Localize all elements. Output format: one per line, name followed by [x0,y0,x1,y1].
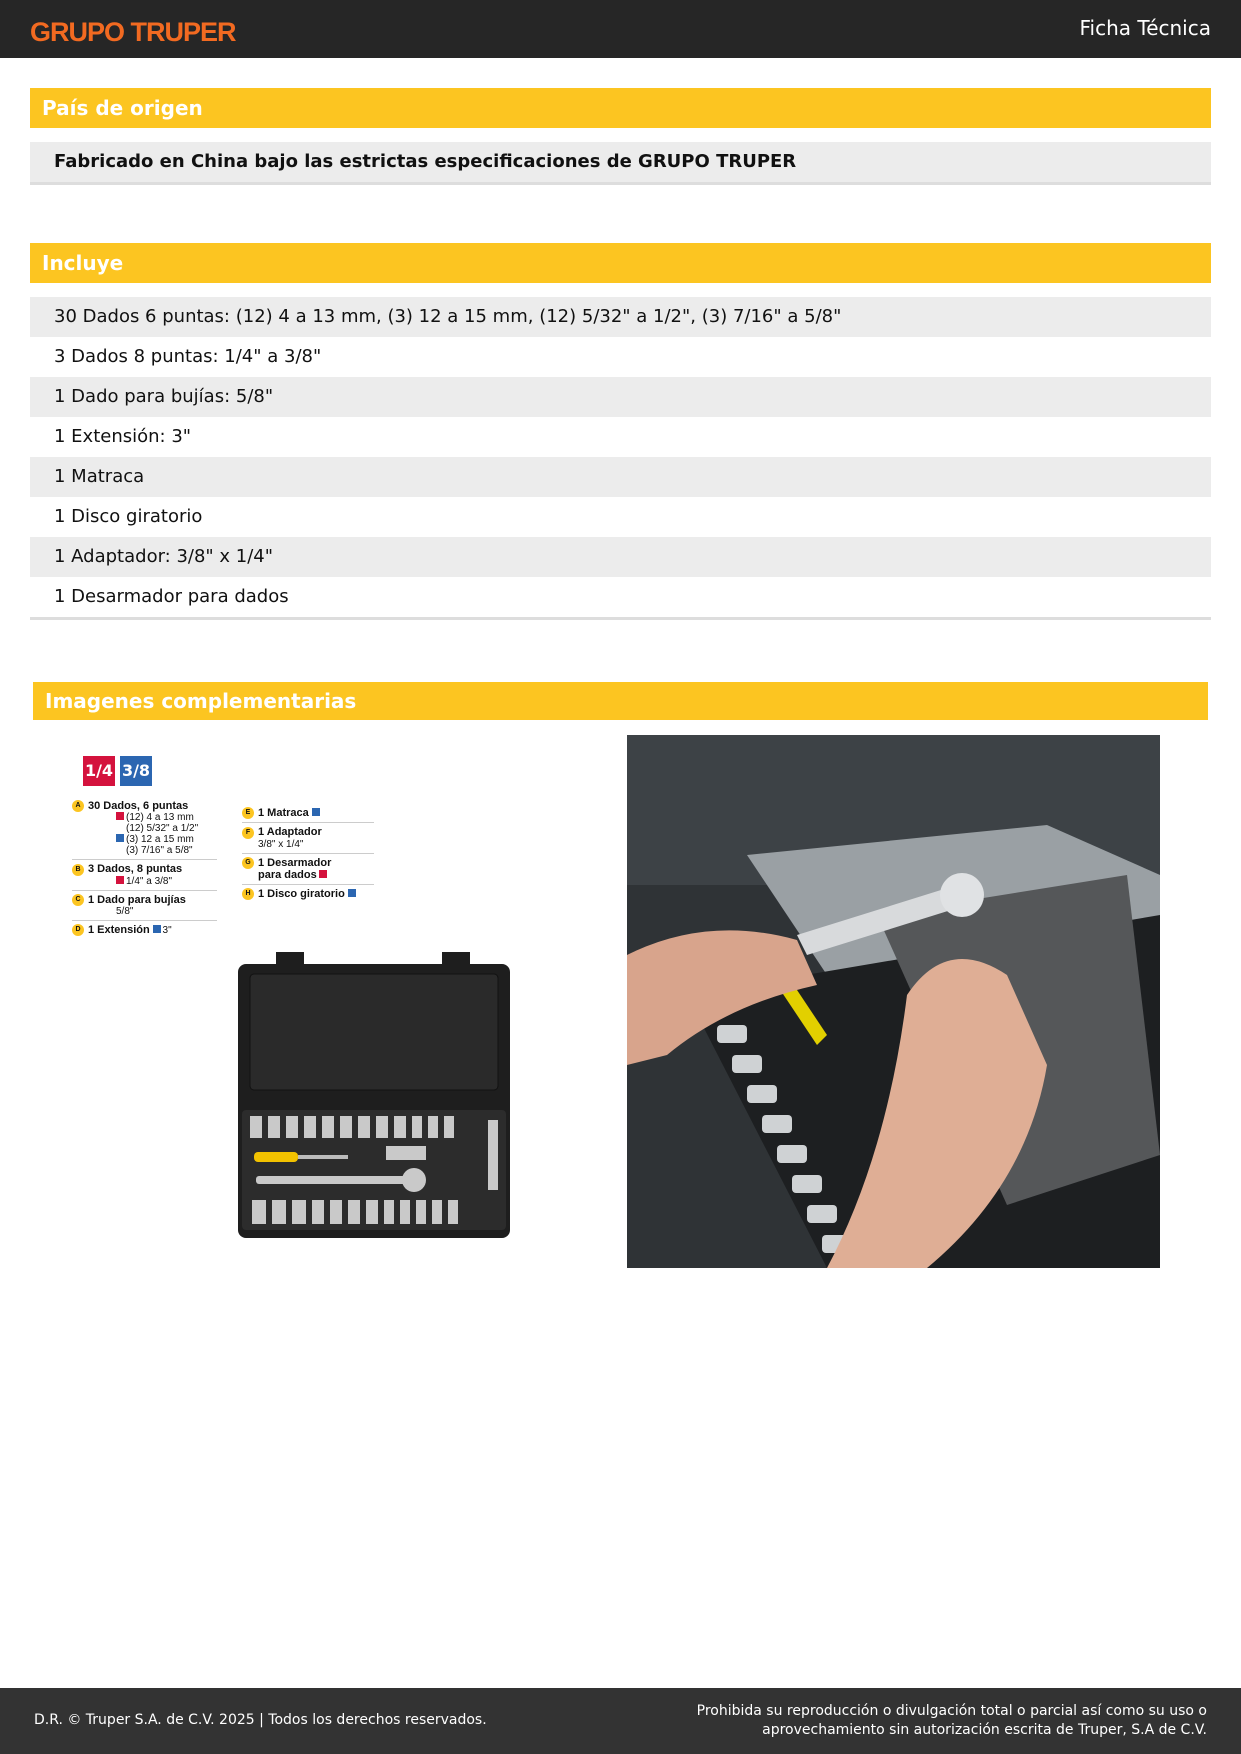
list-item: 1 Desarmador para dados [54,586,289,607]
socket-case-illustration [236,950,512,1240]
list-item: 1 Adaptador: 3/8" x 1/4" [30,537,1211,577]
legal-notice-line: Prohibida su reproducción o divulgación total o parcial así como su uso o [696,1703,1207,1719]
header [0,0,1241,58]
document-title: Ficha Técnica [1079,16,1211,40]
legal-notice [697,1702,1207,1740]
list-item: 1 Matraca [30,457,1211,497]
divider [30,182,1211,185]
copyright-text: D.R. © Truper S.A. de C.V. 2025 | Todos los derechos reservados. [34,1712,487,1728]
list-item: 3 Dados 8 puntas: 1/4" a 3/8" [54,346,322,367]
section-origin-heading: País de origen [30,88,1211,128]
divider [30,617,1211,620]
list-item: 1 Disco giratorio [54,506,203,527]
drive-1-4-badge: 1/4 [83,756,115,786]
section-images-heading: Imagenes complementarias [33,682,1208,720]
drive-3-8-badge: 3/8 [120,756,152,786]
list-item: 30 Dados 6 puntas: (12) 4 a 13 mm, (3) 12 a 15 mm, (12) 5/32" a 1/2", (3) 7/16" a 5/8" [30,297,1211,337]
origin-text: Fabricado en China bajo las estrictas especificaciones de GRUPO TRUPER [30,142,1211,182]
footer [0,1688,1241,1754]
brand-logo: GRUPO TRUPER [30,17,236,47]
section-includes-heading: Incluye [30,243,1211,283]
list-item: 1 Dado para bujías: 5/8" [30,377,1211,417]
list-item: 1 Extensión: 3" [54,426,192,447]
product-in-use-photo [627,735,1160,1268]
legal-notice-line: aprovechamiento sin autorización escrita de Truper, S.A de C.V. [762,1722,1207,1738]
legend-left: A 30 Dados, 6 puntas (12) 4 a 13 mm (12) 5/32" a 1/2" (3) 12 a 15 mm (3) 7/16" a 5/8" B 3 Dados, 8 puntas 1/4" a 3/8" C 1 Dado para bujías 5/8" D 1 Extensión 3" [72,800,217,939]
legend-right: E 1 Matraca F 1 Adaptador 3/8" x 1/4" G 1 Desarmador para dados H 1 Disco giratorio [242,804,374,903]
